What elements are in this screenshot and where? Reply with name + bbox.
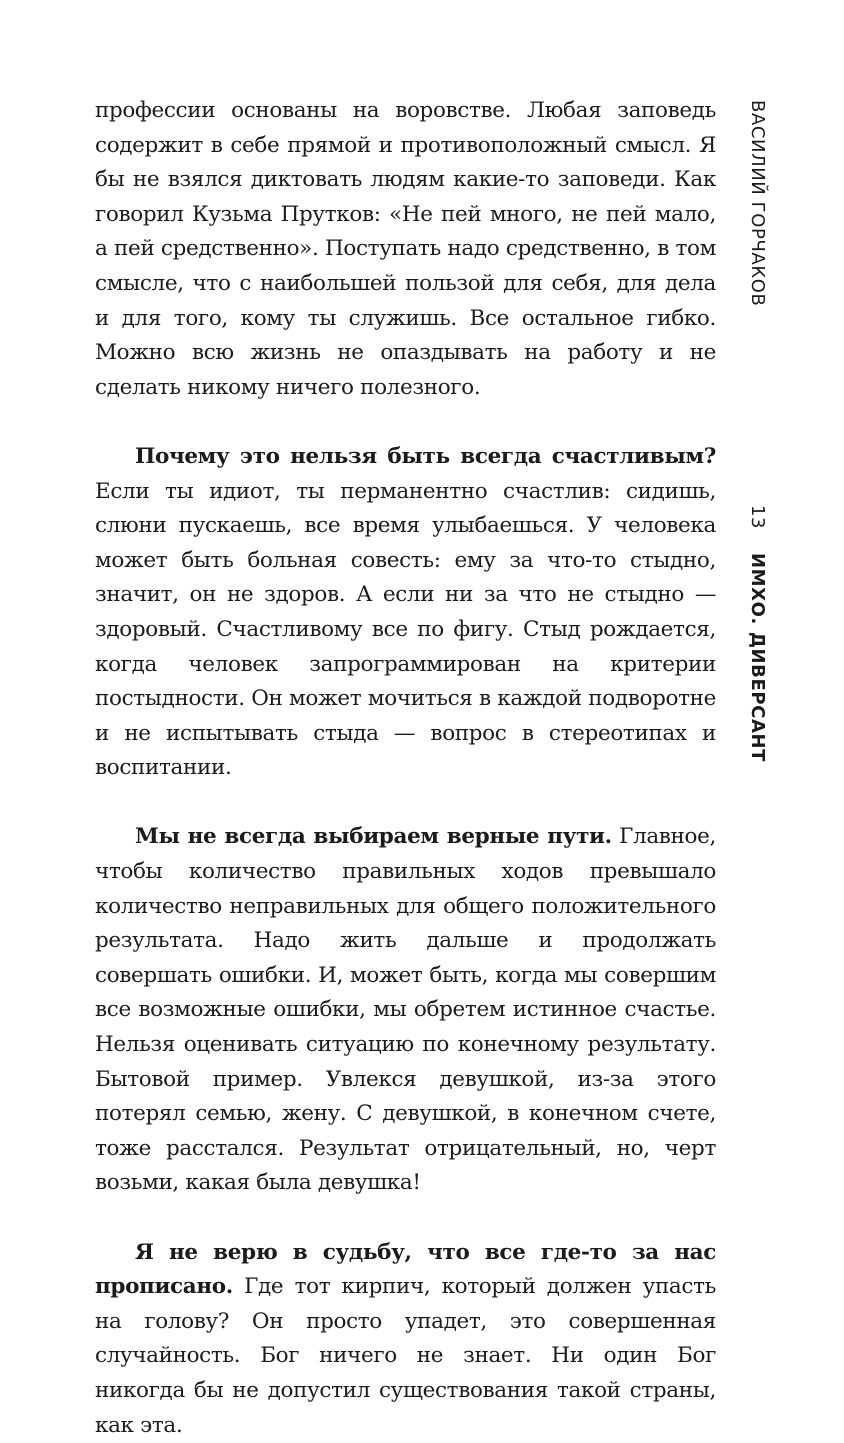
paragraph-1 [95, 94, 716, 405]
running-head-book-title: ИМХО. ДИВЕРСАНТ [747, 553, 768, 763]
paragraph-2-lead: Почему это нельзя быть всегда счастливым? [135, 443, 716, 469]
paragraph-3-lead: Мы не всегда выбираем верные пути. [135, 824, 612, 850]
paragraph-4-lead: Я не верю в судьбу, что все где-то за нас прописано. [95, 1239, 716, 1300]
running-head-author: ВАСИЛИЙ ГОРЧАКОВ [747, 100, 768, 307]
paragraph-4-text: Где тот кирпич, который должен упасть на голову? Он просто упадет, это совершенная случайность. Бог ничего не знает. Ни один Бог никогда бы не допустил существования такой страны, как эта. [95, 1274, 716, 1438]
paragraph-3-text: Главное, чтобы количество правильных ходов превышало количество неправильных для общего положительного результата. Надо жить дальше и продолжать совершать ошибки. И, может быть, когда мы совершим все возможные ошибки, мы обретем истинное счастье. Нельзя оценивать ситуацию по конечному результату. Бытовой пример. Увлекся девушкой, из-за этого потерял семью, жену. С девушкой, в конечном счете, тоже расстался. Результат отрицательный, но, черт возьми, какая была девушка! [95, 824, 716, 1196]
paragraph-2 [95, 440, 716, 786]
main-text-column [95, 94, 716, 1443]
paragraph-1-text: профессии основаны на воровстве. Любая заповедь содержит в себе прямой и противоположный смысл. Я бы не взялся диктовать людям какие-то заповеди. Как говорил Кузьма Прутков: «Не пей много, не пей мало, а пей средственно». Поступать надо средственно, в том смысле, что с наибольшей пользой для себя, для дела и для того, кому ты служишь. Все остальное гибко. Можно всю жизнь не опаздывать на работу и не сделать никому ничего полезного. [95, 98, 716, 400]
page-number: 13 [747, 505, 768, 530]
paragraph-2-text: Если ты идиот, ты перманентно счастлив: сидишь, слюни пускаешь, все время улыбаешься. У человека может быть больная совесть: ему за что-то стыдно, значит, он не здоров. А если ни за что не стыдно — здоровый. Счастливому все по фигу. Стыд рождается, когда человек запрограммирован на критерии постыдности. Он может мочиться в каждой подворотне и не испытывать стыда — вопрос в стереотипах и воспитании. [95, 478, 716, 781]
paragraph-3 [95, 820, 716, 1201]
paragraph-4 [95, 1236, 716, 1443]
